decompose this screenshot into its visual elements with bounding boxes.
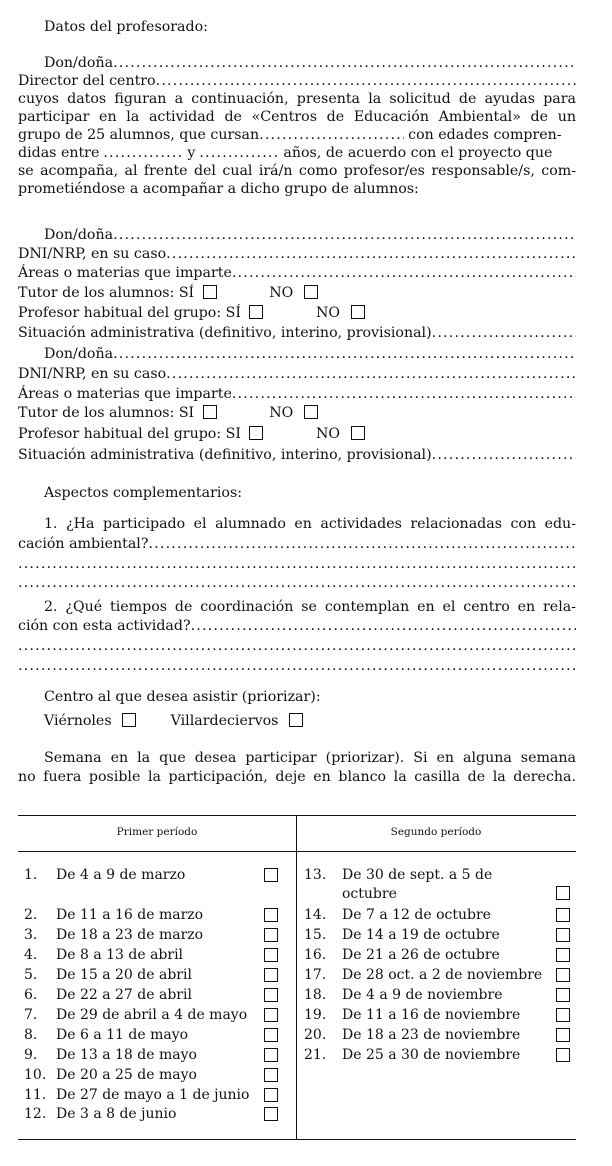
question-2-text: 2. ¿Qué tiempos de coordinación se contemplan en el centro en rela-: [44, 599, 576, 615]
week-checkbox[interactable]: [556, 886, 570, 900]
item-number: 3.: [24, 927, 38, 943]
item-label: De 27 de mayo a 1 de junio: [56, 1087, 250, 1103]
director-label: Director del centro: [18, 73, 156, 89]
item-number: 1.: [24, 867, 38, 883]
habitual-no-checkbox[interactable]: [351, 426, 365, 440]
question-1-answer[interactable]: [18, 535, 576, 553]
don-dona-label: Don/doña: [44, 55, 114, 71]
item-label: De 22 a 27 de abril: [56, 987, 192, 1003]
tutor-label: Tutor de los alumnos: SI: [18, 405, 195, 421]
tutor-label: Tutor de los alumnos: SÍ: [18, 285, 195, 301]
week-checkbox[interactable]: [556, 968, 570, 982]
list-item: [304, 946, 574, 964]
dni-label: DNI/NRP, en su caso: [18, 366, 167, 382]
table-top-rule: [18, 815, 576, 816]
villardeciervos-checkbox[interactable]: [289, 713, 303, 727]
habitual-label: Profesor habitual del grupo: SÍ: [18, 305, 241, 321]
list-item: [304, 926, 574, 944]
item-label: De 4 a 9 de marzo: [56, 867, 186, 883]
list-item: [24, 866, 280, 884]
week-checkbox[interactable]: [264, 1028, 278, 1042]
answer-line[interactable]: [18, 574, 576, 592]
week-checkbox[interactable]: [556, 1028, 570, 1042]
director-center-field[interactable]: [18, 72, 576, 90]
item-number: 12.: [24, 1106, 47, 1122]
list-item: [24, 1105, 280, 1123]
item-number: 15.: [304, 927, 327, 943]
areas-label: Áreas o materias que imparte: [18, 265, 232, 281]
item-number: 5.: [24, 967, 38, 983]
paragraph-text: y: [187, 145, 196, 161]
item-label: De 4 a 9 de noviembre: [342, 987, 503, 1003]
teacher2-habitual-row: [18, 425, 576, 443]
item-label-cont: octubre: [342, 886, 397, 902]
paragraph-text: grupo de 25 alumnos, que cursan: [18, 127, 260, 143]
week-checkbox[interactable]: [264, 868, 278, 882]
week-checkbox[interactable]: [264, 1048, 278, 1062]
question-2-answer[interactable]: [18, 617, 576, 635]
item-label: De 28 oct. a 2 de noviembre: [342, 967, 543, 983]
question-1-text: 1. ¿Ha participado el alumnado en actividades relacionadas con edu-: [44, 516, 576, 532]
item-label: De 15 a 20 de abril: [56, 967, 192, 983]
list-item: [24, 1066, 280, 1084]
item-number: 13.: [304, 867, 327, 883]
tutor-no-checkbox[interactable]: [304, 405, 318, 419]
no-label: NO: [316, 426, 341, 442]
centro-title: Centro al que desea asistir (priorizar):: [44, 689, 321, 705]
item-label: De 30 de sept. a 5 de: [342, 867, 493, 883]
semana-text: no fuera posible la participación, deje en blanco la casilla de la derecha.: [18, 769, 576, 785]
table-bottom-rule: [18, 1139, 576, 1140]
habitual-no-checkbox[interactable]: [351, 305, 365, 319]
don-dona-label: Don/doña: [44, 346, 114, 362]
list-item: [24, 1026, 280, 1044]
item-label: De 13 a 18 de mayo: [56, 1047, 197, 1063]
dni-label: DNI/NRP, en su caso: [18, 246, 167, 262]
no-label: NO: [269, 285, 294, 301]
tutor-si-checkbox[interactable]: [203, 405, 217, 419]
item-label: De 6 a 11 de mayo: [56, 1027, 189, 1043]
list-item: [304, 966, 574, 984]
week-checkbox[interactable]: [264, 988, 278, 1002]
no-label: NO: [269, 405, 294, 421]
week-checkbox[interactable]: [556, 928, 570, 942]
list-item: [304, 986, 574, 1004]
header-primer-periodo: Primer período: [116, 826, 198, 838]
list-item: [24, 1086, 280, 1104]
item-label: De 18 a 23 de noviembre: [342, 1027, 521, 1043]
item-number: 7.: [24, 1007, 38, 1023]
week-checkbox[interactable]: [264, 1008, 278, 1022]
teacher1-habitual-row: [18, 304, 576, 322]
list-item: [304, 866, 574, 902]
week-checkbox[interactable]: [264, 1107, 278, 1121]
section-title: Datos del profesorado:: [44, 19, 208, 35]
week-checkbox[interactable]: [556, 948, 570, 962]
paragraph-text: años, de acuerdo con el proyecto que: [283, 145, 553, 161]
semana-text: Semana en la que desea participar (priorizar). Si en alguna semana: [44, 750, 576, 766]
table-divider: [296, 815, 297, 1139]
paragraph-line: cuyos datos figuran a continuación, presenta la solicitud de ayudas para: [18, 91, 576, 107]
item-number: 21.: [304, 1047, 327, 1063]
teacher1-areas-field[interactable]: [18, 264, 576, 282]
areas-label: Áreas o materias que imparte: [18, 386, 232, 402]
situacion-label: Situación administrativa (definitivo, interino, provisional): [18, 447, 432, 463]
teacher1-situacion-field[interactable]: [18, 324, 576, 342]
teacher1-dni-field[interactable]: [18, 245, 576, 263]
item-label: De 25 a 30 de noviembre: [342, 1047, 521, 1063]
header-segundo-periodo: Segundo período: [390, 826, 482, 838]
list-item: [24, 966, 280, 984]
habitual-si-checkbox[interactable]: [249, 305, 263, 319]
item-number: 19.: [304, 1007, 327, 1023]
week-checkbox[interactable]: [264, 948, 278, 962]
teacher1-tutor-row: [18, 284, 576, 302]
week-checkbox[interactable]: [264, 908, 278, 922]
teacher1-name-field[interactable]: [44, 226, 576, 244]
list-item: [304, 1006, 574, 1024]
situacion-label: Situación administrativa (definitivo, interino, provisional): [18, 325, 432, 341]
answer-line[interactable]: [18, 657, 576, 675]
item-number: 9.: [24, 1047, 38, 1063]
viernoles-checkbox[interactable]: [122, 713, 136, 727]
teacher2-situacion-field[interactable]: [18, 446, 576, 464]
item-label: De 11 a 16 de noviembre: [342, 1007, 521, 1023]
week-checkbox[interactable]: [556, 1008, 570, 1022]
don-dona-label: Don/doña: [44, 227, 114, 243]
list-item: [24, 926, 280, 944]
item-label: De 18 a 23 de marzo: [56, 927, 204, 943]
list-item: [24, 906, 280, 924]
no-label: NO: [316, 305, 341, 321]
option-viernoles-label: Viérnoles: [44, 713, 112, 729]
complementary-title: Aspectos complementarios:: [44, 485, 243, 501]
item-number: 14.: [304, 907, 327, 923]
week-checkbox[interactable]: [556, 988, 570, 1002]
teacher2-areas-field[interactable]: [18, 385, 576, 403]
list-item: [304, 906, 574, 924]
tutor-si-checkbox[interactable]: [203, 285, 217, 299]
list-item: [24, 986, 280, 1004]
item-number: 2.: [24, 907, 38, 923]
item-label: De 29 de abril a 4 de mayo: [56, 1007, 248, 1023]
habitual-label: Profesor habitual del grupo: SI: [18, 426, 241, 442]
paragraph-text: didas entre: [18, 145, 100, 161]
week-checkbox[interactable]: [556, 1048, 570, 1062]
item-label: De 21 a 26 de octubre: [342, 947, 500, 963]
ages-field[interactable]: [18, 144, 576, 162]
tutor-no-checkbox[interactable]: [304, 285, 318, 299]
paragraph-text: con edades compren-: [408, 127, 562, 143]
week-checkbox[interactable]: [556, 908, 570, 922]
item-number: 10.: [24, 1067, 47, 1083]
option-villardeciervos-label: Villardeciervos: [170, 713, 279, 729]
item-label: De 3 a 8 de junio: [56, 1106, 177, 1122]
teacher2-name-field[interactable]: [44, 345, 576, 363]
item-number: 18.: [304, 987, 327, 1003]
question-1-text: cación ambiental?: [18, 536, 149, 552]
list-item: [24, 946, 280, 964]
teacher2-tutor-row: [18, 404, 576, 422]
item-label: De 7 a 12 de octubre: [342, 907, 491, 923]
item-label: De 8 a 13 de abril: [56, 947, 184, 963]
centro-options: [44, 712, 576, 730]
paragraph-line: se acompaña, al frente del cual irá/n como profesor/es responsable/s, com-: [18, 163, 576, 179]
habitual-si-checkbox[interactable]: [249, 426, 263, 440]
item-number: 17.: [304, 967, 327, 983]
item-number: 6.: [24, 987, 38, 1003]
teacher2-dni-field[interactable]: [18, 365, 576, 383]
list-item: [304, 1026, 574, 1044]
item-label: De 14 a 19 de octubre: [342, 927, 500, 943]
week-checkbox[interactable]: [264, 1088, 278, 1102]
item-label: De 20 a 25 de mayo: [56, 1067, 197, 1083]
list-item: [24, 1006, 280, 1024]
answer-line[interactable]: [18, 637, 576, 655]
courses-field[interactable]: [18, 126, 576, 144]
item-label: De 11 a 16 de marzo: [56, 907, 204, 923]
week-checkbox[interactable]: [264, 1068, 278, 1082]
item-number: 4.: [24, 947, 38, 963]
list-item: [304, 1046, 574, 1064]
question-2-text: ción con esta actividad?: [18, 618, 191, 634]
item-number: 20.: [304, 1027, 327, 1043]
paragraph-line: participar en la actividad de «Centros de Educación Ambiental» de un: [18, 109, 576, 125]
director-name-field[interactable]: [44, 54, 576, 72]
list-item: [24, 1046, 280, 1064]
week-checkbox[interactable]: [264, 968, 278, 982]
week-checkbox[interactable]: [264, 928, 278, 942]
item-number: 8.: [24, 1027, 38, 1043]
item-number: 11.: [24, 1087, 47, 1103]
paragraph-line: prometiéndose a acompañar a dicho grupo de alumnos:: [18, 181, 419, 197]
answer-line[interactable]: [18, 555, 576, 573]
table-header-rule: [18, 851, 576, 852]
item-number: 16.: [304, 947, 327, 963]
